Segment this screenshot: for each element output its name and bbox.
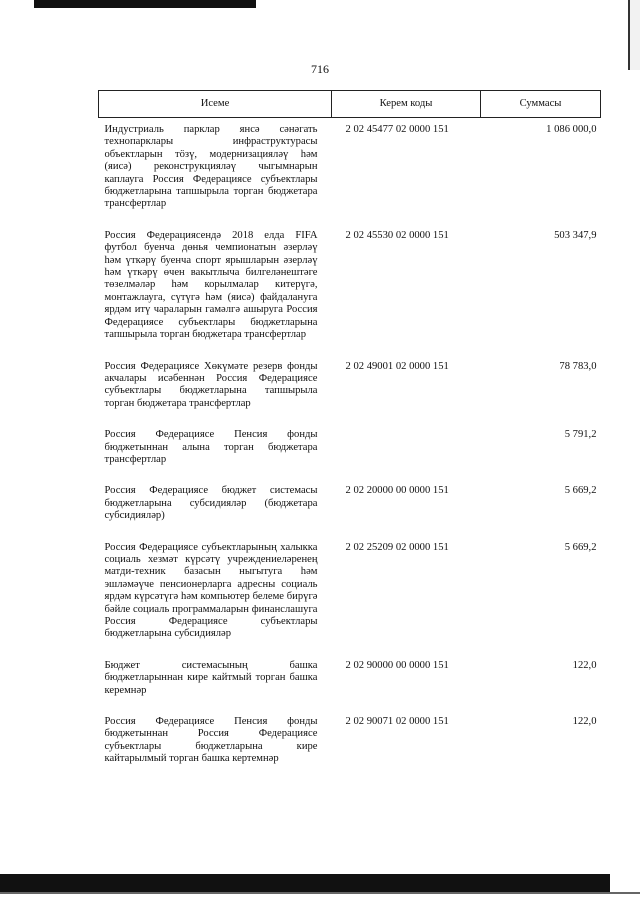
row-code [332, 423, 481, 479]
row-amount: 5 669,2 [564, 541, 597, 553]
row-amount: 5 791,2 [564, 429, 597, 441]
row-name: Россия Федерациясе Хөкүмәте резерв фонды акчалары исәбеннән Россия Федерациясе субъектлары бюджетларына тапшырыла торган бюджетара трансфертлар [104, 360, 318, 409]
table-row [99, 118, 601, 224]
header-name: Исеме [99, 91, 332, 118]
header-amount: Суммасы [481, 91, 601, 118]
page-number: 716 [311, 62, 329, 76]
row-code: 2 02 90000 00 0000 151 [345, 659, 449, 671]
row-amount: 5 669,2 [564, 485, 597, 497]
row-name: Россия Федерациясе Пенсия фонды бюджетыннан алына торган бюджетара трансфертлар [104, 429, 318, 465]
row-code: 2 02 20000 00 0000 151 [345, 485, 449, 497]
budget-table [98, 90, 601, 779]
row-amount: 503 347,9 [554, 229, 597, 241]
row-amount: 1 086 000,0 [546, 124, 597, 135]
scan-border-bottom [0, 874, 610, 892]
row-code: 2 02 49001 02 0000 151 [345, 360, 449, 372]
table-row [99, 423, 601, 479]
row-code: 2 02 25209 02 0000 151 [345, 541, 449, 553]
scan-border-bottom-line [0, 892, 640, 894]
table-row [99, 654, 601, 710]
scan-border-top [34, 0, 256, 8]
table-header-row [99, 91, 601, 118]
header-code: Керем коды [332, 91, 481, 118]
row-code: 2 02 45530 02 0000 151 [345, 229, 449, 241]
table-row [99, 710, 601, 779]
row-amount: 122,0 [572, 659, 597, 671]
row-code: 2 02 90071 02 0000 151 [345, 716, 449, 728]
table-row [99, 479, 601, 535]
row-name: Россия Федерациясендә 2018 елда FIFA футбол буенча дөнья чемпионатын әзерләү һәм үткәрү буенча спорт ярышларын әзерләү һәм үткәрү өчен вакытлыча билгеләнештәге төзелмәләр һәм корылмалар китерүгә, монтажлауга, сүтүгә һәм (яисә) файдалануга ярдәм итү чараларын гамәлгә ашыруга Россия Федерациясе субъектлары бюджетларына тапшырыла торган бюджетара трансфертлар [104, 229, 318, 341]
scan-border-right [628, 0, 640, 70]
table-row [99, 224, 601, 355]
row-name: Россия Федерациясе бюджет системасы бюджетларына субсидияләр (бюджетара субсидияләр) [104, 485, 318, 522]
table-row [99, 536, 601, 654]
row-name: Индустриаль парклар янсә сәнәгать технопарклары инфраструктурасы объектларын тӧзү, модернизацияләү һәм (яисә) реконструкцияләү чыгымнарын каплауга Россия Федерациясе субъектлары бюджетларына тапшырыла торган бюджетара трансфертлар [104, 124, 318, 210]
row-amount: 78 783,0 [559, 360, 597, 372]
table-row [99, 355, 601, 424]
row-amount: 122,0 [572, 716, 597, 728]
row-name: Бюджет системасының башка бюджетларыннан кире кайтмый торган башка керемнәр [104, 659, 318, 696]
row-name: Россия Федерациясе Пенсия фонды бюджетыннан Россия Федерациясе субъектлары бюджетларына кире кайтарылмый торган башка кертемнәр [104, 716, 318, 765]
row-code: 2 02 45477 02 0000 151 [345, 124, 449, 135]
row-name: Россия Федерациясе субъектларының халыкка социаль хезмәт күрсәтү учреждениеләренең матди-техник базасын ныгытуга һәм эшләмәүче пенсионерларга адресны социаль ярдәм күрсәтүгә һәм компьютер белеме бирүгә бәйле социаль программаларын финанслашуга Россия Федерациясе субъектлары бюджетларына субсидияләр [104, 541, 318, 640]
